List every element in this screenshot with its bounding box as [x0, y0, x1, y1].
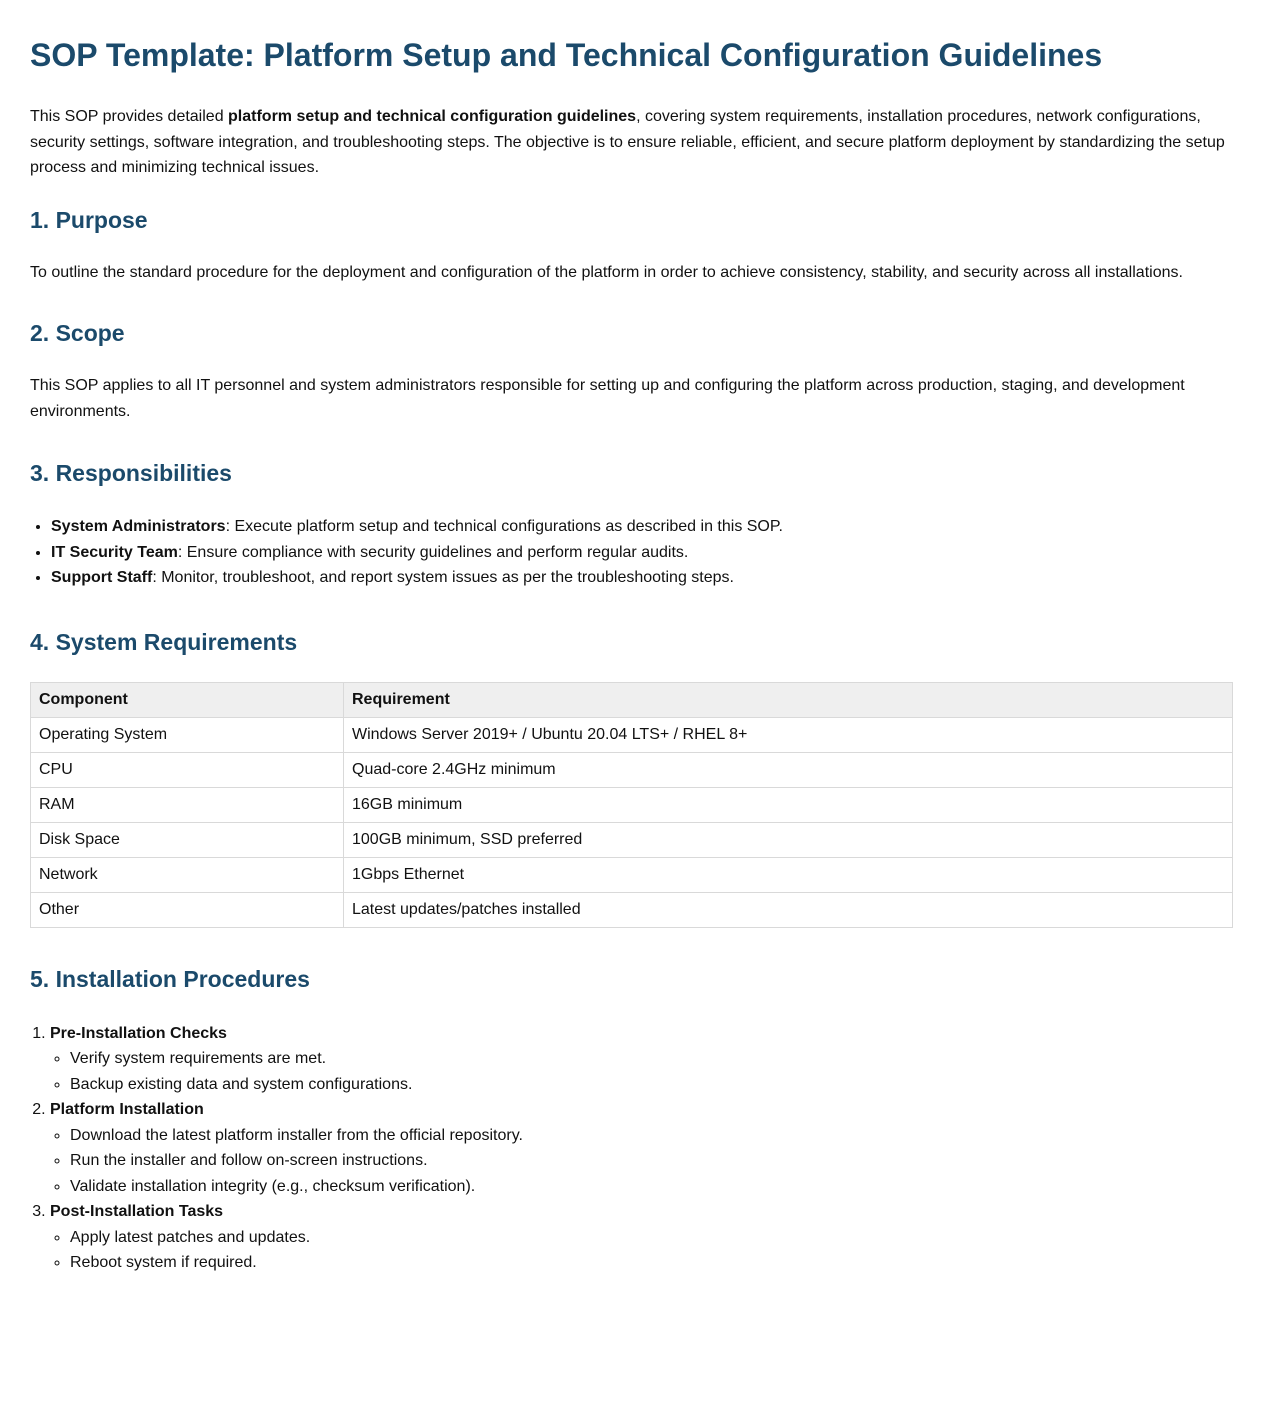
system-requirements-heading: 4. System Requirements: [30, 628, 298, 655]
requirements-table: [30, 682, 1233, 928]
role-name: Support Staff: [51, 569, 153, 586]
list-item: ◦ Verify system requirements are met.: [70, 1046, 1233, 1072]
step-item: [50, 1021, 1233, 1098]
responsibilities-list: [30, 514, 1233, 591]
column-header: Component: [31, 682, 344, 717]
installation-steps: [30, 1021, 1233, 1276]
table-row: [31, 752, 1233, 787]
column-header: Requirement: [344, 682, 1233, 717]
table-row: [31, 857, 1233, 892]
scope-heading: 2. Scope: [30, 320, 125, 346]
table-row: [31, 787, 1233, 822]
list-item: [51, 540, 1233, 566]
role-description: : Execute platform setup and technical configurations as described in this SOP.: [225, 518, 783, 535]
purpose-text: To outline the standard procedure for the deployment and configuration of the platform in order to achieve consistency, stability, and security across all installations.: [30, 263, 1183, 281]
table-cell: Network: [31, 857, 344, 892]
step-substeps: [50, 1225, 1233, 1276]
table-row: [31, 717, 1233, 752]
intro-text-end: , covering system requirements, installation procedures, network configurations, security settings, software integration, and troubleshooting steps. The objective is to ensure reliable, efficient, and secure platform deployment by standardizing the setup process and minimizing technical issues.: [30, 108, 1225, 176]
step-item: [50, 1097, 1233, 1199]
role-description: : Ensure compliance with security guidelines and perform regular audits.: [177, 543, 689, 561]
table-cell: Operating System: [31, 717, 344, 752]
role-name: System Administrators: [51, 518, 226, 535]
step-title: Platform Installation: [50, 1101, 204, 1118]
step-item: [50, 1199, 1233, 1276]
table-cell: Other: [31, 892, 344, 927]
role-description: : Monitor, troubleshoot, and report system issues as per the troubleshooting steps.: [152, 569, 734, 586]
table-cell: 100GB minimum, SSD preferred: [344, 822, 1233, 857]
step-title: Post-Installation Tasks: [50, 1203, 224, 1220]
role-name: IT Security Team: [51, 543, 178, 561]
table-cell: 16GB minimum: [344, 787, 1233, 822]
page-title: SOP Template: Platform Setup and Technical Configuration Guidelines: [30, 37, 1103, 73]
list-item: ◦ Backup existing data and system configurations.: [70, 1072, 1233, 1098]
table-row: [31, 892, 1233, 927]
step-substeps: [50, 1123, 1233, 1200]
list-item: ◦ Download the latest platform installer from the official repository.: [70, 1123, 1233, 1149]
list-item: ◦ Apply latest patches and updates.: [70, 1225, 1233, 1251]
table-cell: 1Gbps Ethernet: [344, 857, 1233, 892]
list-item: ◦ Reboot system if required.: [70, 1250, 1233, 1276]
table-cell: Windows Server 2019+ / Ubuntu 20.04 LTS+ / RHEL 8+: [344, 717, 1233, 752]
step-substeps: [50, 1046, 1233, 1097]
scope-text: This SOP applies to all IT personnel and system administrators responsible for setting up and configuring the platform across production, staging, and development environments.: [30, 377, 1185, 420]
table-cell: Latest updates/patches installed: [344, 892, 1233, 927]
step-title: Pre-Installation Checks: [50, 1024, 227, 1042]
intro-paragraph: [30, 104, 1233, 181]
installation-heading: 5. Installation Procedures: [30, 965, 310, 992]
intro-text-bold: platform setup and technical configuration guidelines: [228, 108, 637, 125]
list-item: [51, 514, 1233, 540]
table-row: [31, 822, 1233, 857]
table-cell: CPU: [31, 752, 344, 787]
list-item: ◦ Validate installation integrity (e.g., checksum verification).: [70, 1174, 1233, 1200]
table-cell: RAM: [31, 787, 344, 822]
list-item: [51, 565, 1233, 591]
purpose-heading: 1. Purpose: [30, 206, 148, 233]
list-item: ◦ Run the installer and follow on-screen instructions.: [70, 1148, 1233, 1174]
table-header-row: [31, 682, 1233, 717]
table-cell: Quad-core 2.4GHz minimum: [344, 752, 1233, 787]
responsibilities-heading: 3. Responsibilities: [30, 460, 232, 486]
intro-text-start: This SOP provides detailed: [30, 108, 229, 125]
table-cell: Disk Space: [31, 822, 344, 857]
